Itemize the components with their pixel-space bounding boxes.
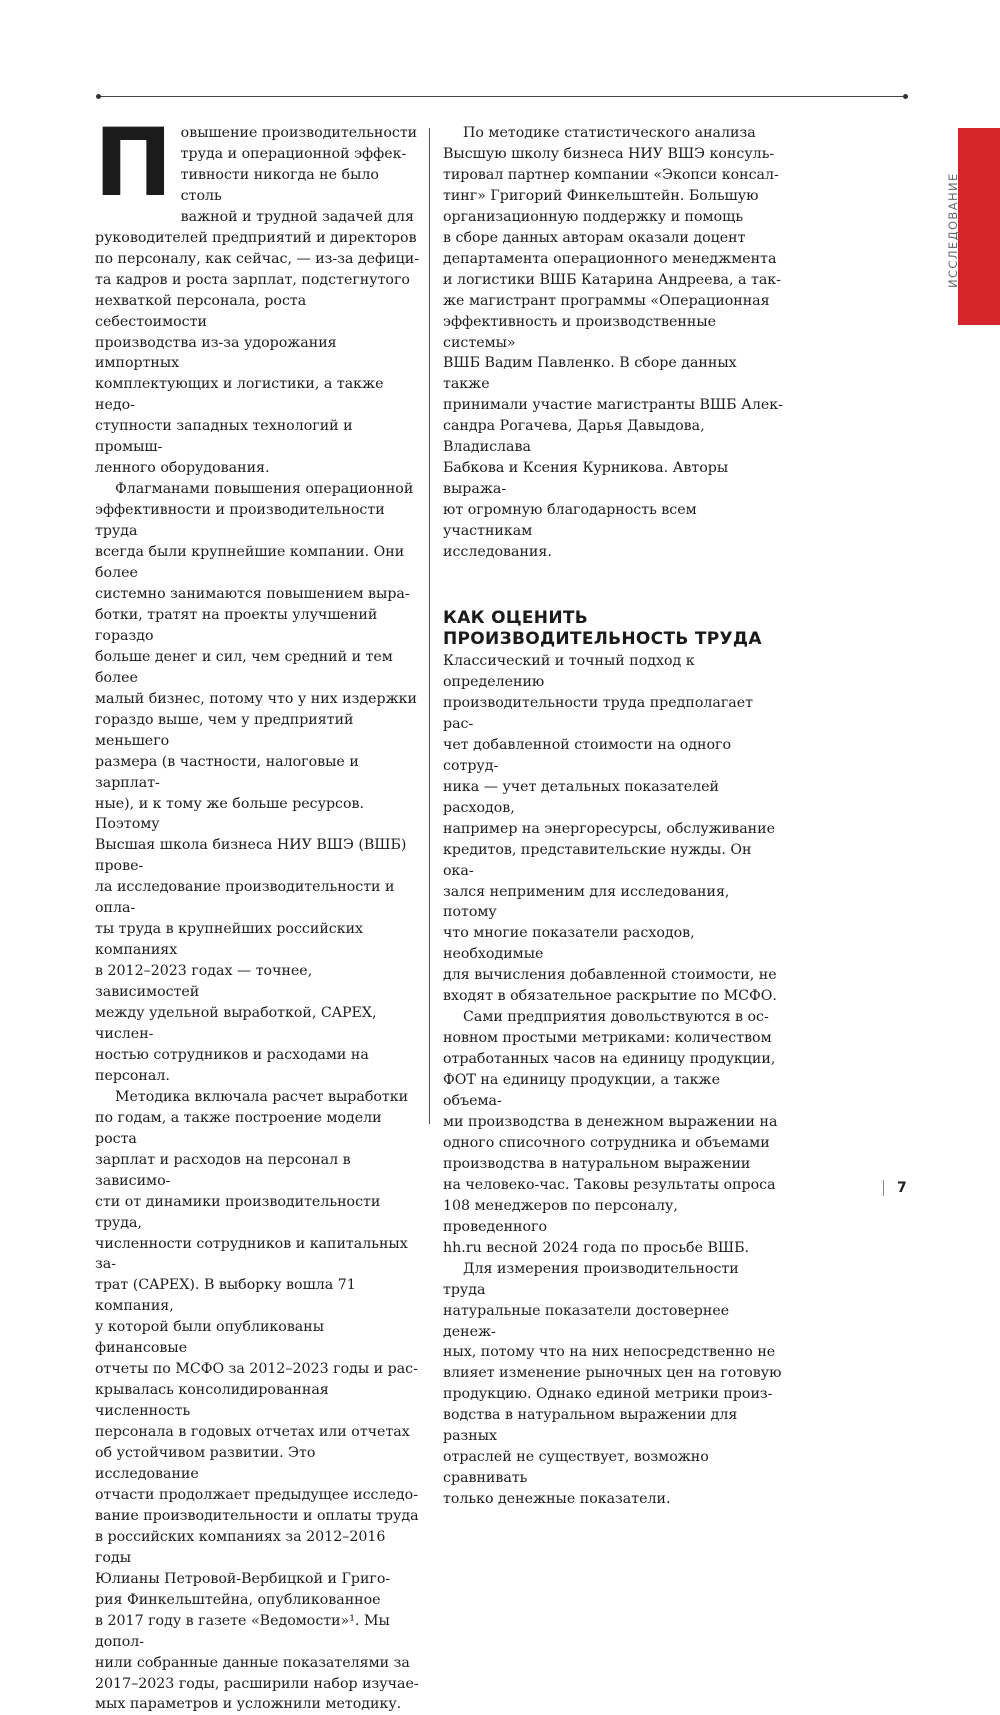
paragraph-flagships: Флагманами повышения операционной эффективности и производительности труда всегда были крупнейшие компании. Они более системно занимаются повышением выра- ботки, тратят на проекты улучшений гораздо больше денег и сил, чем средний и тем более малый бизнес, потому что у них издержки гораздо выше, чем у предприятий меньшего размера (в частности, налоговые и зарплат- ные), и к тому же больше ресурсов. Поэтому Высшая школа бизнеса НИУ ВШЭ (ВШБ) прове- ла исследование производительности и опла- ты труда в крупнейших российских компаниях в 2012–2023 годах — точнее, зависимостей между удельной выработкой, CAPEX, числен- ностью сотрудников и расходами на персонал. [95,481,417,1084]
section-tab [958,128,1000,325]
paragraph-metrics: Сами предприятия довольствуются в ос- новном простыми метриками: количеством отработанных часов на единицу продукции, ФОТ на единицу продукции, а также объема- ми производства в денежном выражении на одного списочного сотрудника и объемами производства в натуральном выражении на человеко-час. Таковы результаты опроса 108 менеджеров по персоналу, проведенного hh.ru весной 2024 года по просьбе ВШБ. [443,1009,778,1256]
right-column [443,123,783,1510]
top-rule [99,96,905,97]
section-heading: КАК ОЦЕНИТЬ ПРОИЗВОДИТЕЛЬНОСТЬ ТРУДА [443,608,762,650]
intro-paragraph: овышение производительности труда и операционной эффек- тивности никогда не было столь важной и трудной задачей для руководителей предприятий и директоров по персоналу, как сейчас, — из-за дефици- та кадров и роста зарплат, подстегнутого нехваткой персонала, роста себестоимости производства из-за удорожания импортных комплектующих и логистики, а также недо- ступности западных технологий и промыш- ленного оборудования. [95,125,419,477]
page-number-separator [883,1180,884,1196]
column-divider [429,128,430,1124]
section-label: ИССЛЕДОВАНИЕ [946,172,960,288]
page-number: 7 [897,1180,907,1196]
drop-cap: П [94,109,173,218]
paragraph-classic-approach: Классический и точный подход к определению производительности труда предполагает рас- чет добавленной стоимости на одного сотруд- ника — учет детальных показателей расходов, например на энергоресурсы, обслуживание кредитов, представительские нужды. Он ока- зался неприменим для исследования, потому что многие показатели расходов, необходимые для вычисления добавленной стоимости, не входят в обязательное раскрытие по МСФО. [443,653,777,1005]
paragraph-natural-indicators: Для измерения производительности труда натуральные показатели достовернее денеж- ных, потому что на них непосредственно не влияет изменение рыночных цен на готовую продукцию. Однако единой метрики произ- водства в натуральном выражении для разных отраслей не существует, возможно сравнивать только денежные показатели. [443,1260,782,1508]
paragraph-acknowledgements: По методике статистического анализа Высшую школу бизнеса НИУ ВШЭ консуль- тировал партнер компании «Экопси консал- тинг» Григорий Финкельштейн. Большую организационную поддержку и помощь в сборе данных авторам оказали доцент департамента операционного менеджмента и логистики ВШБ Катарина Андреева, а так- же магистрант программы «Операционная эффективность и производственные системы» ВШБ Вадим Павленко. В сборе данных также принимали участие магистранты ВШБ Алек- сандра Рогачева, Дарья Давыдова, Владислава Бабкова и Ксения Курникова. Авторы выража- ют огромную благодарность всем участникам исследования. [443,125,783,561]
left-column [94,109,419,1715]
paragraph-methodology: Методика включала расчет выработки по годам, а также построение модели роста зарплат и расходов на персонал в зависимо- сти от динамики производительности труда, численности сотрудников и капитальных за- трат (CAPEX). В выборку вошла 71 компания, у которой были опубликованы финансовые отчеты по МСФО за 2012–2023 годы и рас- крывалась консолидированная численность персонала в годовых отчетах или отчетах об устойчивом развитии. Это исследование отчасти продолжает предыдущее исследо- вание производительности и оплаты труда в российских компаниях за 2012–2016 годы Юлианы Петровой-Вербицкой и Григо- рия Финкельштейна, опубликованное в 2017 году в газете «Ведомости»¹. Мы допол- нили собранные данные показателями за 2017–2023 годы, расширили набор изучае- мых параметров и усложнили методику. [95,1088,419,1713]
